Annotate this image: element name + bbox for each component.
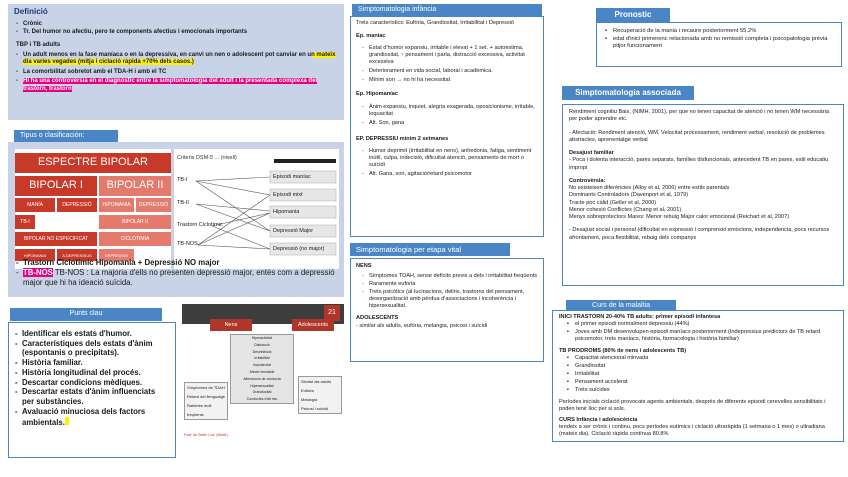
slide-center-item: Afecte inestable [249, 369, 275, 374]
punts-item: - Identificar els estats d'humor. [15, 329, 169, 339]
small-block-1: HIPOMANIA [15, 249, 55, 261]
criteria-left-label: TB-NOS [177, 241, 198, 247]
tbp-title: TBP i TB adults [16, 42, 61, 48]
hipomaniac-list [356, 104, 538, 127]
infancia-header: Simptomatologia infància [352, 4, 542, 17]
pronostic-item [605, 28, 835, 35]
criteria-diagram [174, 149, 339, 269]
small-block-2: A.DEPRESSIUS [57, 249, 97, 261]
slide-right-item: Psicosi i suïcidi [301, 406, 329, 411]
definicio-title: Definició [14, 7, 48, 16]
maniac-item: - Mínim son → no hi ha necessitat [362, 77, 538, 84]
slide-center-item: Hiperactivitat [251, 336, 273, 340]
hipomaniac-item: - Alt. Son, gana [362, 120, 538, 127]
maniac-item: - Estat d'humor expansiu, irritable i elevat + 1 set. + autoestima, grandiositat, ↑ pensament i parla, distracció excessiva, activitat excessiva [362, 45, 538, 66]
slide-center-item: Desinhibició [252, 349, 272, 354]
curs-l2-item: ▪ Pensament accelerat [567, 379, 837, 386]
etapa-nens-item: - Símptomes TDAH, sense deficits previs a dels i irritabilitat freqüents [362, 273, 538, 280]
associada-header: Simptomatologia associada [562, 86, 694, 100]
slide-center-item: Hipersexualitat [250, 383, 274, 388]
etapa-nens-list [356, 273, 538, 310]
slide-left-item: Símptomes de TDAH [187, 385, 225, 390]
associada-panel [562, 104, 844, 286]
depressiu-item: - Alt. Gana, son, agitació/retard psicomotor [362, 171, 538, 178]
maniac-title: Ep. maniac [356, 32, 386, 39]
curs-l4: tendeix a ser crònic i continu, pocs períodes eutímics i ciclació ultraràpida (1 setmana o 1 mes) o ultradiana (mateix dia). Ciclació ràpida contínua 80.8% [559, 424, 825, 438]
etapa-nens-title: NENS [356, 263, 372, 269]
etapa-adol-text: - similar als adults, eufòria, melangia, psicosi i suïcidi [356, 322, 488, 329]
associada-p4-item: No existeixen diferències (Alloy et al, 2006) entre estils parentals [569, 185, 730, 192]
punts-item: - Història familiar. [15, 358, 169, 368]
curs-l1-list [559, 321, 837, 343]
criteria-right-label: Episodi maníac [273, 174, 311, 180]
slide-image [182, 304, 344, 440]
curs-l3: Períodes inicials ciclació provocats agents ambientals, després de diferents episodi cerevelles sensibilitats i poden tenir lloc per si sols. [559, 398, 826, 412]
slide-center-item: Alteracions de conducta [243, 376, 281, 381]
bipolar-ii-block: BIPOLAR II [99, 176, 171, 196]
slide-center-item: Distracció [254, 342, 270, 347]
slide-right-item: Eufòria [301, 388, 314, 393]
tipus-bullet [16, 268, 338, 288]
infancia-panel [350, 16, 544, 237]
slide-left-item: Retard del llenguatge [187, 394, 226, 399]
tipus-header: Tipus o clasificación: [14, 130, 118, 143]
criteria-title: Criteris DSM-5 ... (nivell) [177, 155, 237, 161]
criteria-left-label: TB-II [177, 200, 189, 206]
espectre-title: ESPECTRE BIPOLAR [15, 153, 171, 173]
definicio-item: - Tr. Del humor no afectiu, pero te components afectius i emocionals importants [16, 29, 336, 37]
criteria-right-label: Episodi mixt [273, 192, 303, 198]
tipus-nos-label: TB-NOS [23, 268, 53, 278]
hipomania-block: HIPOMANIA [99, 198, 134, 212]
punts-header: Punts clau [10, 308, 162, 321]
slide-left-item: Rabietes molt freqüents [187, 403, 212, 417]
slide-adol-box: Adolescents [292, 319, 334, 331]
tipus-bullet-text: TB-NOS : La majoria d'ells no presenten depressió major, entès com a depressió major que hi ha ideació suïcida. [23, 268, 335, 288]
tbp-item-text: Hi ha una controvèrsia en el diagnòstic entre la simptomatologia del adult i la presentada complexa del trastorn, trastorn [23, 78, 318, 92]
punts-item: - Característiques dels estats d'ànim (espontanis o precipitats). [15, 339, 169, 358]
slide-center-item: Impulsivitat [253, 363, 271, 368]
curs-l2-item: ▪ Trets suïcides [567, 387, 837, 394]
curs-l2-item: ▪ Capacitat atencional minvada [567, 355, 837, 362]
etapa-header: Simptomatologia per etapa vital [350, 243, 510, 256]
depressio2-block: DEPRESSIÓ [136, 198, 171, 212]
curs-l2-item: ▪ Irritabilitat [567, 371, 837, 378]
criteria-right-label: Depressió (no major) [273, 246, 325, 252]
maniac-list [356, 45, 538, 84]
curs-l1-item: ▪ el primer episodi normalment depressiu (44%) [567, 321, 837, 328]
criteria-left-label: Trastorn Ciclotímic [177, 222, 223, 228]
punts-highlight [65, 417, 69, 425]
associada-p3: - Poca i dolenta interacció, pares separats, famílies disfuncionals, antecedent TB en pares, estil educatiu impropi [569, 157, 829, 171]
slide-center-item: Grandiositat [252, 390, 272, 395]
slide-nens-box: Nens [210, 319, 252, 331]
definicio-list [8, 21, 344, 36]
no-especificat-block: BIPOLAR NO ESPECIFICAT [15, 232, 97, 246]
definicio-panel [8, 4, 344, 120]
tipus-bullet: - Trastorn Ciclotímic Hipomania + Depressió NO major [16, 258, 338, 268]
slide-right-item: Melangia [301, 397, 318, 402]
tbp-item [16, 78, 336, 93]
depressiu-list [356, 148, 538, 178]
depressiu-title: EP. DEPRESSIU mínim 2 setmanes [356, 135, 449, 142]
etapa-nens-item: - Raramente euforia [362, 281, 538, 288]
pronostic-header: Pronostic [596, 8, 670, 22]
slide-center-item: Conductes d'alt risc [246, 397, 278, 402]
definicio-item: - Crònic [16, 21, 336, 29]
associada-p5: - Desajust social i personal (dificultat en expressió i comprensió emocions, independencia, pocs recursos afrontament, poca flexibilitat, rebuig dels companys [569, 227, 830, 241]
punts-item: - Descartar condicions mèdiques. [15, 378, 169, 388]
tbii-block: BIPOLAR II [99, 215, 171, 229]
tipus-bullets [16, 258, 338, 288]
curs-l4-title: CURS Infància i adolescència [559, 416, 638, 423]
maniac-item: - Deteriorament en vida social, laboral i acadèmica. [362, 68, 538, 75]
curs-l2-item: ▪ Grandiositat [567, 363, 837, 370]
associada-p3-title: Desajust familiar [569, 150, 614, 157]
tbp-item: - La comorbilitat sobretot amb el TDA-H i amb el TC [16, 69, 336, 77]
associada-p4-title: Controvèrsia: [569, 177, 606, 184]
slide-center-item: Irritabilitat [254, 356, 270, 361]
associada-p4-item: Menor cohesió Conflictes (Chang et al, 2001) [569, 206, 682, 213]
hipomaniac-item: - Ànim expansiu, inquiet, alegria exagerada, oposicionisme, irritable, loquacitat [362, 104, 538, 118]
punts-item-text: Avaluació minuciosa dels factors ambientals. [22, 406, 146, 427]
pronostic-panel [596, 22, 842, 67]
tbi-block: TB-I [15, 215, 35, 229]
ciclotimia-block: CICLOTIMIA [99, 232, 171, 246]
curs-panel [552, 310, 844, 442]
associada-p1: Rendiment cognitiu Baix, (NIMH, 2001), per que no tenen capacitat de atenció i no tenen WM necessària per poder aprendre etc. [569, 109, 829, 123]
curs-l2-list [559, 355, 837, 395]
criteria-left-label: TB-I [177, 177, 188, 183]
tbp-item-text: Un adult menos en la fase maníaca o en la depressiva, en canvi un nen o adolescent pot canviar en un mateix dia varies vegades (mitja i ciclació ràpida +70% dels casos.) [23, 51, 336, 65]
depressiu-item: - Humor deprimit (irritabilitat en nens), anhedonia, fatiga, sentiment inútil, culpa, indecisió, dificultat atenció, pensaments de mort o suïcidi [362, 148, 538, 169]
associada-p2: - Afectació: Rendiment atenció, WM, Velocitat processament, rendiment verbal, resolució de problemes abstractes, aprenentatge verbal [569, 129, 825, 143]
espectre-diagram [15, 149, 171, 269]
slide-right-item: Similar als adults [301, 379, 332, 384]
mania-block: MANÍA [15, 198, 55, 212]
criteria-right-label: Hipomania [273, 209, 300, 215]
pronostic-item-text: Recuperació de la mania i recaure posteriorment 55.2% [613, 28, 757, 34]
associada-p4-item: Tracte poc càlid (Geller et al, 2000) [569, 199, 657, 206]
associada-p4-item: Dominants Controladors (Davenport et al, 1979) [569, 192, 689, 199]
hipomaniac-title: Ep. Hipomaníac [356, 90, 398, 97]
tbp-item [16, 52, 336, 67]
infancia-intro: Trets característics: Eufòria, Grandiositat, Irritabilitat i Depressió [356, 20, 515, 26]
curs-header: Curs de la malaltia [566, 300, 676, 313]
punts-item: - Descartar estats d'ànim influenciats per substàncies. [15, 387, 169, 406]
curs-l2: TB PRODROMS (80% de nens i adolescents TB) [559, 347, 687, 354]
bipolar-i-block: BIPOLAR I [15, 176, 97, 196]
depressio-block: DEPRESSIÓ [57, 198, 97, 212]
slide-footer: Font: de Geller i col. (Modif.) [184, 433, 229, 437]
etapa-nens-item: - Trets psicòtics (al·lucinacions, deliris, trastorns del pensament, desorganització amb pèrdua d'associacions i incoherència i hipersexualitat. [362, 289, 538, 310]
tbp-list [8, 52, 344, 94]
slide-right-list [298, 376, 342, 414]
pronostic-list [605, 28, 835, 51]
punts-item: - Història longitudinal del procés. [15, 368, 169, 378]
associada-p4-item: Menys sobreprotectors Mares: Menor rebuig Major calor emocional (Reichart et al, 2007) [569, 214, 790, 221]
punts-item [15, 407, 169, 427]
punts-list [15, 329, 169, 427]
criteria-right-label: Depressió Major [273, 228, 314, 234]
curs-l1-item: ▪ Joves amb DM desenvolupen episodi maníacs posteriorment (Indepressius predictors de TB retard psicomotor, trets maníacs, història, farmacologia i història familiar) [567, 329, 837, 343]
slide-left-list [184, 382, 228, 420]
etapa-adol-title: ADOLESCENTS [356, 314, 399, 321]
slide-center-list [230, 334, 294, 404]
etapa-panel [350, 258, 544, 362]
curs-l1: INICI TRASTORN 20-40% TB adults: primer episodi infantesa [559, 314, 721, 320]
slide-number: 21 [324, 305, 340, 321]
pronostic-item: ▪ edat d'inici primerenc relacionada amb no remissió completa i psicopatologia prèvia pitjor funcionament [605, 36, 835, 50]
small-block-3: DEPRESSIÓ [99, 249, 134, 261]
punts-panel [8, 322, 176, 458]
